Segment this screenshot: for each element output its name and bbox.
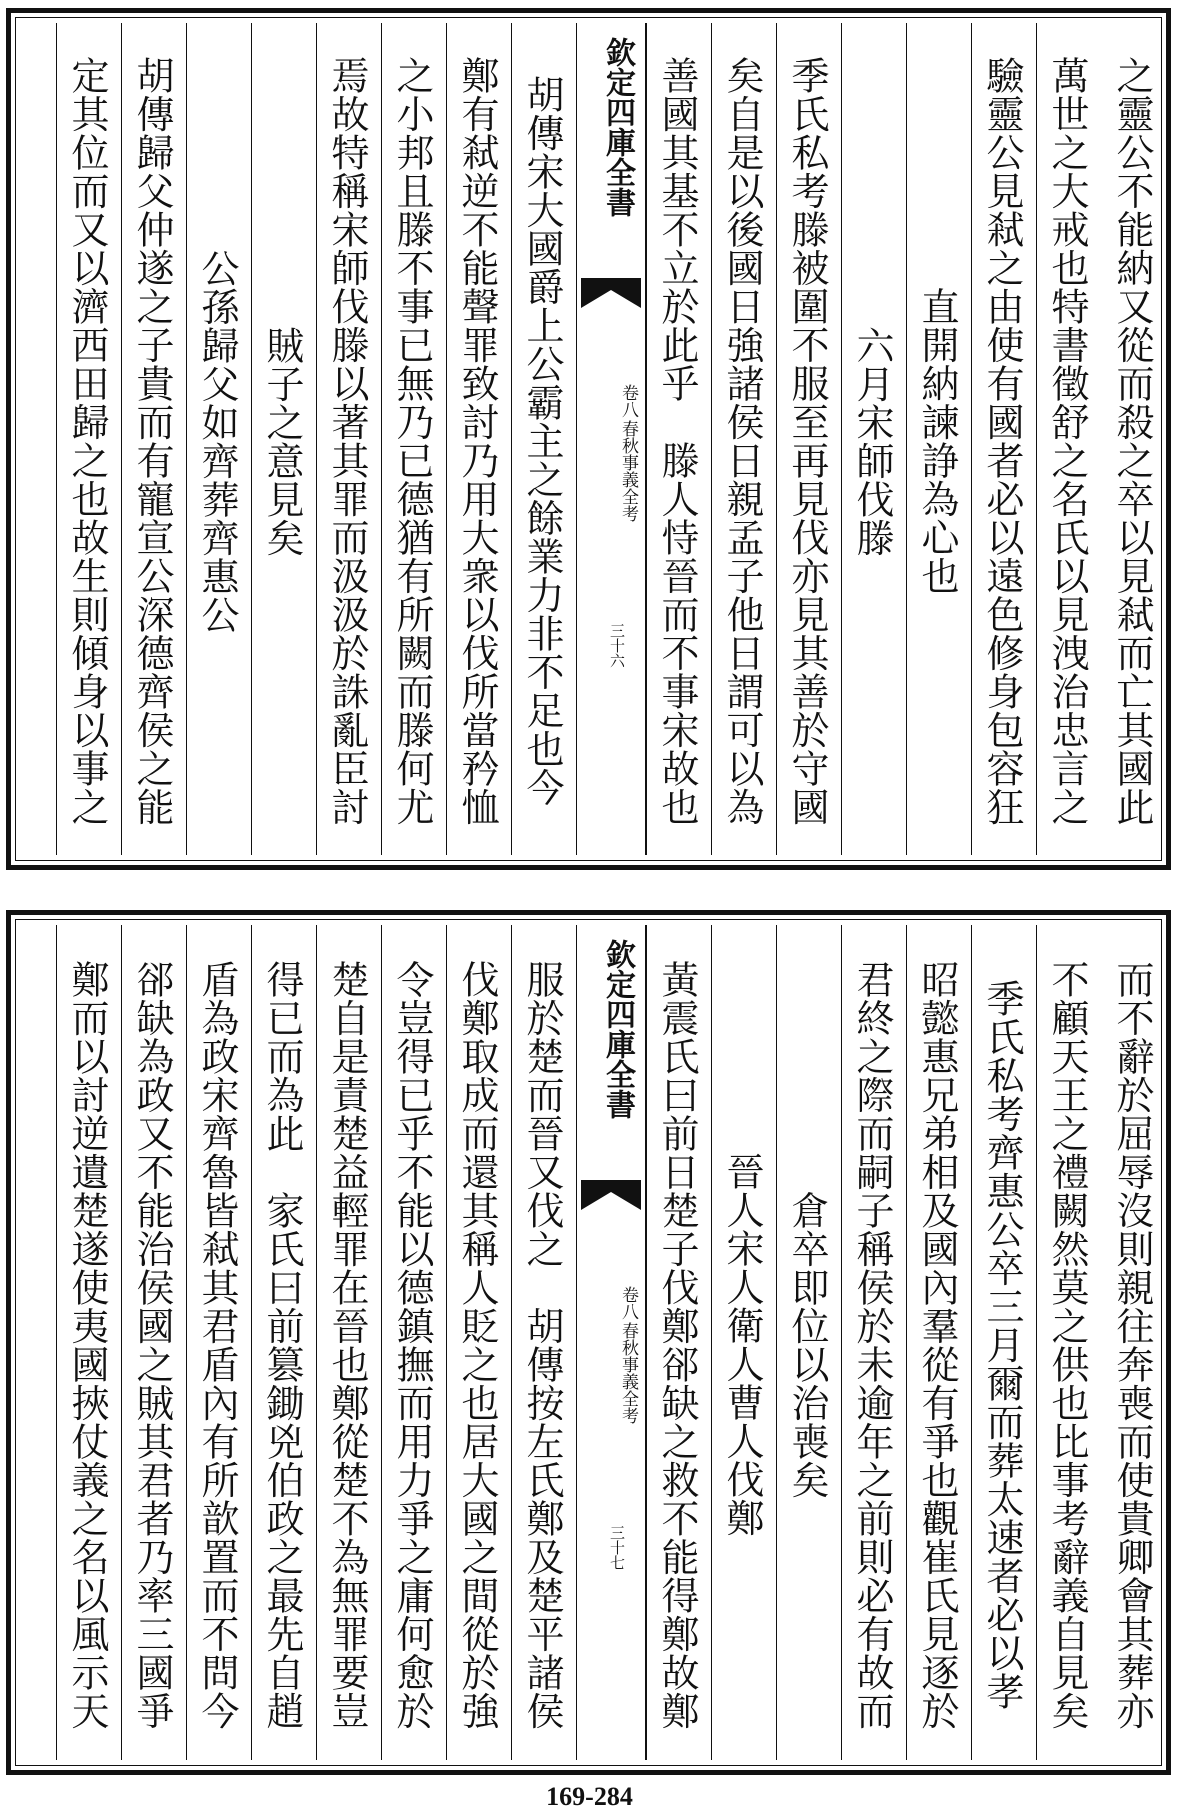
footer-page-label: 169-284 bbox=[546, 1782, 633, 1811]
text-column: 倉卒即位以治喪矣 bbox=[776, 925, 841, 1760]
page-number: 三十七 bbox=[608, 1525, 626, 1570]
page-top bbox=[6, 8, 1171, 870]
text-column: 君終之際而嗣子稱侯於未逾年之前則必有故而 bbox=[841, 925, 906, 1760]
page-bottom-columns bbox=[21, 925, 1156, 1760]
fishtail-ornament bbox=[581, 278, 641, 308]
interlinear-note bbox=[186, 349, 187, 534]
text-column: 胡傳歸父仲遂之子貴而有寵宣公深德齊侯之能 bbox=[121, 23, 186, 855]
text-column: 善國其基不立於此乎 滕人恃晉而不事宋故也 bbox=[646, 23, 711, 855]
text-column: 鄭有弒逆不能聲罪致討乃用大衆以伐所當矜恤 bbox=[446, 23, 511, 855]
book-title: 欽定四庫全書 bbox=[600, 939, 635, 1119]
center-fold-column bbox=[576, 23, 646, 855]
text-column: 昭懿惠兄弟相及國內羣從有爭也觀崔氏見逐於 bbox=[906, 925, 971, 1760]
text-column: 不顧天王之禮闕然莫之供也比事考辭義自見矣 bbox=[1036, 925, 1101, 1760]
text-column: 直開納諫諍為心也 bbox=[906, 23, 971, 855]
center-fold-column bbox=[576, 925, 646, 1760]
text-column: 賊子之意見矣 bbox=[251, 23, 316, 855]
text-column: 胡傳宋大國爵上公霸主之餘業力非不足也今 bbox=[511, 23, 576, 855]
fishtail-ornament bbox=[581, 1180, 641, 1210]
text-column: 萬世之大戒也特書徵舒之名氏以見洩治忠言之 bbox=[1036, 23, 1101, 855]
text-column: 定其位而又以濟西田歸之也故生則傾身以事之 bbox=[56, 23, 121, 855]
text-column: 服於楚而晉又伐之 胡傳按左氏鄭及楚平諸侯 bbox=[511, 925, 576, 1760]
text-column: 得已而為此 家氏曰前篡鋤兇伯政之最先自趙 bbox=[251, 925, 316, 1760]
text-column: 盾為政宋齊魯皆弒其君盾內有所歆置而不問今 bbox=[186, 925, 251, 1760]
text-column: 黃震氏曰前日楚子伐鄭郤缺之救不能得鄭故鄭 bbox=[646, 925, 711, 1760]
text-column: 伐鄭取成而還其稱人貶之也居大國之間從於強 bbox=[446, 925, 511, 1760]
text-column: 矣自是以後國日強諸侯日親孟子他日謂可以為 bbox=[711, 23, 776, 855]
text-column: 而不辭於屈辱沒則親往奔喪而使貴卿會其葬亦 bbox=[1110, 959, 1154, 1730]
text-column: 季氏私考齊惠公卒三月爾而葬太速者必以孝 bbox=[971, 925, 1036, 1760]
book-subtitle: 春秋事義全考 卷八 bbox=[618, 384, 638, 522]
page-number: 三十六 bbox=[608, 623, 626, 668]
text-column: 晉人宋人衛人曹人伐鄭 bbox=[711, 925, 776, 1760]
text-column: 令豈得已乎不能以德鎮撫而用力爭之庸何愈於 bbox=[381, 925, 446, 1760]
text-column: 楚自是責楚益輕罪在晉也鄭從楚不為無罪要豈 bbox=[316, 925, 381, 1760]
text-column: 焉故特稱宋師伐滕以著其罪而汲汲於誅亂臣討 bbox=[316, 23, 381, 855]
page-top-columns bbox=[21, 23, 1156, 855]
text-column: 鄭而以討逆遺楚遂使夷國挾仗義之名以風示天 bbox=[56, 925, 121, 1760]
text-column: 六月宋師伐滕 bbox=[841, 23, 906, 855]
text-column: 之靈公不能納又從而殺之卒以見弒而亡其國此 bbox=[1110, 56, 1154, 826]
book-title: 欽定四庫全書 bbox=[600, 37, 635, 217]
book-subtitle: 春秋事義全考 卷八 bbox=[618, 1286, 638, 1424]
text-column: 郤缺為政又不能治侯國之賊其君者乃率三國爭 bbox=[121, 925, 186, 1760]
text-column: 之小邦且滕不事已無乃已德猶有所闕而滕何尤 bbox=[381, 23, 446, 855]
text-column: 驗靈公見弒之由使有國者必以遠色修身包容狂 bbox=[971, 23, 1036, 855]
text-column: 季氏私考滕被圍不服至再見伐亦見其善於守國 bbox=[776, 23, 841, 855]
page-bottom bbox=[6, 910, 1171, 1775]
text-column: 公孫歸父如齊葬齊惠公 bbox=[186, 23, 251, 855]
